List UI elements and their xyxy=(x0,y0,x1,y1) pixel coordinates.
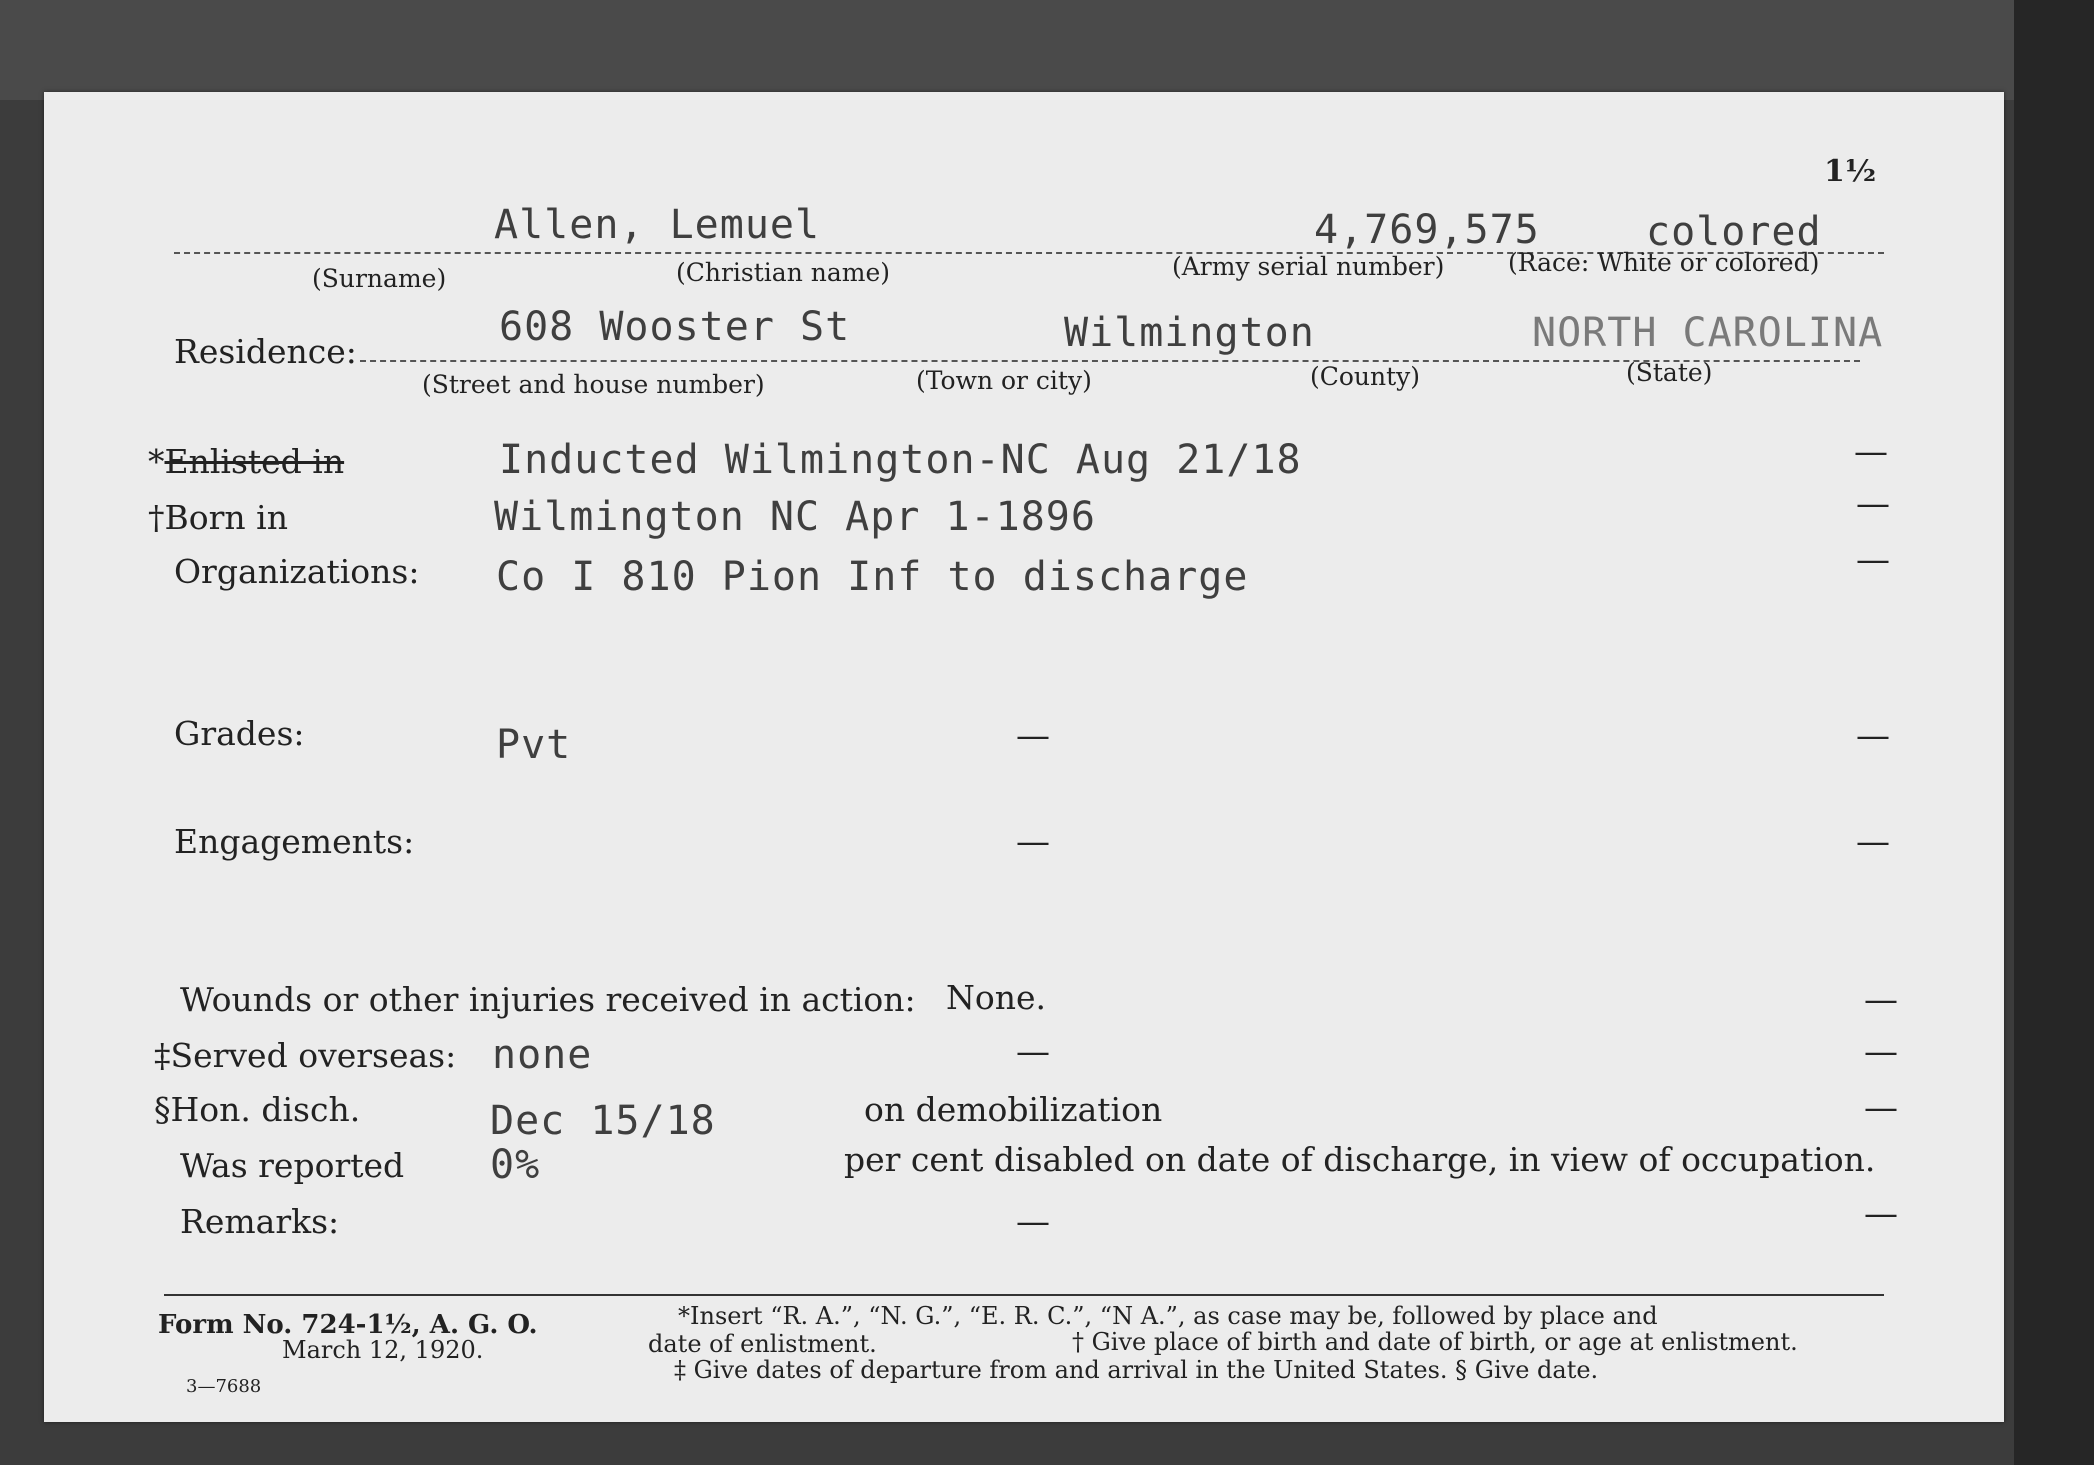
overseas-label xyxy=(154,1036,456,1075)
overseas-value: none xyxy=(492,1032,593,1078)
overseas-label-text: Served overseas: xyxy=(170,1036,457,1075)
footnote-line-3: † Give place of birth and date of birth, or age at enlistment. xyxy=(1072,1328,1798,1356)
serial-value: 4,769,575 xyxy=(1314,207,1540,253)
born-value: Wilmington NC Apr 1-1896 xyxy=(494,494,1096,540)
form-code: 3—7688 xyxy=(186,1376,262,1397)
overseas-marker: ‡ xyxy=(154,1036,171,1075)
organizations-label: Organizations: xyxy=(174,552,420,591)
grades-dash-middle: — xyxy=(1016,716,1050,756)
remarks-dash-middle: — xyxy=(1016,1202,1050,1242)
surname-caption: (Surname) xyxy=(312,264,447,293)
reported-label: Was reported xyxy=(180,1146,405,1185)
footnote-line-2: date of enlistment. xyxy=(648,1330,877,1358)
grades-value: Pvt xyxy=(496,722,572,768)
service-record-card xyxy=(44,92,2004,1422)
state-caption: (State) xyxy=(1626,358,1713,387)
born-label xyxy=(148,498,288,537)
page-number: 1½ xyxy=(1824,154,1877,189)
background-right xyxy=(2014,0,2094,1465)
enlisted-value: Inducted Wilmington-NC Aug 21/18 xyxy=(499,437,1302,483)
christian-name-caption: (Christian name) xyxy=(676,258,891,287)
overseas-dash-middle: — xyxy=(1016,1032,1050,1072)
born-label-text: Born in xyxy=(164,498,288,537)
form-number: Form No. 724-1½, A. G. O. xyxy=(158,1310,538,1340)
born-marker: † xyxy=(148,498,165,537)
hon-disch-value: Dec 15/18 xyxy=(490,1098,716,1144)
hon-disch-label xyxy=(154,1090,360,1129)
footer-rule xyxy=(164,1294,1884,1296)
county-caption: (County) xyxy=(1310,362,1421,391)
reported-suffix: per cent disabled on date of discharge, in view of occupation. xyxy=(844,1140,1876,1179)
organizations-value: Co I 810 Pion Inf to discharge xyxy=(496,554,1249,600)
enlisted-label-text: Enlisted in xyxy=(164,442,345,481)
organizations-dash: — xyxy=(1856,540,1890,580)
residence-label: Residence: xyxy=(174,332,357,371)
born-dash: — xyxy=(1856,484,1890,524)
footnote-line-1: *Insert “R. A.”, “N. G.”, “E. R. C.”, “N A.”, as case may be, followed by place and xyxy=(678,1302,1658,1330)
hon-disch-dash: — xyxy=(1864,1088,1898,1128)
hon-disch-label-text: Hon. disch. xyxy=(170,1090,361,1129)
serial-caption: (Army serial number) xyxy=(1172,252,1445,281)
footnote-line-4: ‡ Give dates of departure from and arrival in the United States. § Give date. xyxy=(674,1356,1599,1384)
hon-disch-marker: § xyxy=(154,1090,171,1129)
street-caption: (Street and house number) xyxy=(422,370,765,399)
town-value: Wilmington xyxy=(1064,310,1315,356)
enlisted-dash: — xyxy=(1854,432,1888,472)
engagements-label: Engagements: xyxy=(174,822,415,861)
race-caption: (Race: White or colored) xyxy=(1508,248,1820,277)
remarks-label: Remarks: xyxy=(180,1202,340,1241)
name-value: Allen, Lemuel xyxy=(494,202,821,248)
enlisted-marker: * xyxy=(148,442,165,481)
wounds-value: None. xyxy=(946,978,1047,1017)
wounds-dash: — xyxy=(1864,980,1898,1020)
grades-label: Grades: xyxy=(174,714,305,753)
remarks-dash-right: — xyxy=(1864,1194,1898,1234)
wounds-label: Wounds or other injuries received in action: xyxy=(180,980,916,1019)
state-value: NORTH CAROLINA xyxy=(1532,310,1884,356)
street-value: 608 Wooster St xyxy=(499,304,851,350)
overseas-dash-right: — xyxy=(1864,1032,1898,1072)
town-caption: (Town or city) xyxy=(916,366,1092,395)
hon-disch-suffix: on demobilization xyxy=(864,1090,1163,1129)
reported-value: 0% xyxy=(490,1142,541,1188)
form-date: March 12, 1920. xyxy=(282,1336,484,1364)
grades-dash-right: — xyxy=(1856,716,1890,756)
enlisted-label xyxy=(148,442,344,481)
engagements-dash-right: — xyxy=(1856,822,1890,862)
background-top xyxy=(0,0,2094,100)
race-value: colored xyxy=(1646,209,1822,255)
engagements-dash-middle: — xyxy=(1016,822,1050,862)
